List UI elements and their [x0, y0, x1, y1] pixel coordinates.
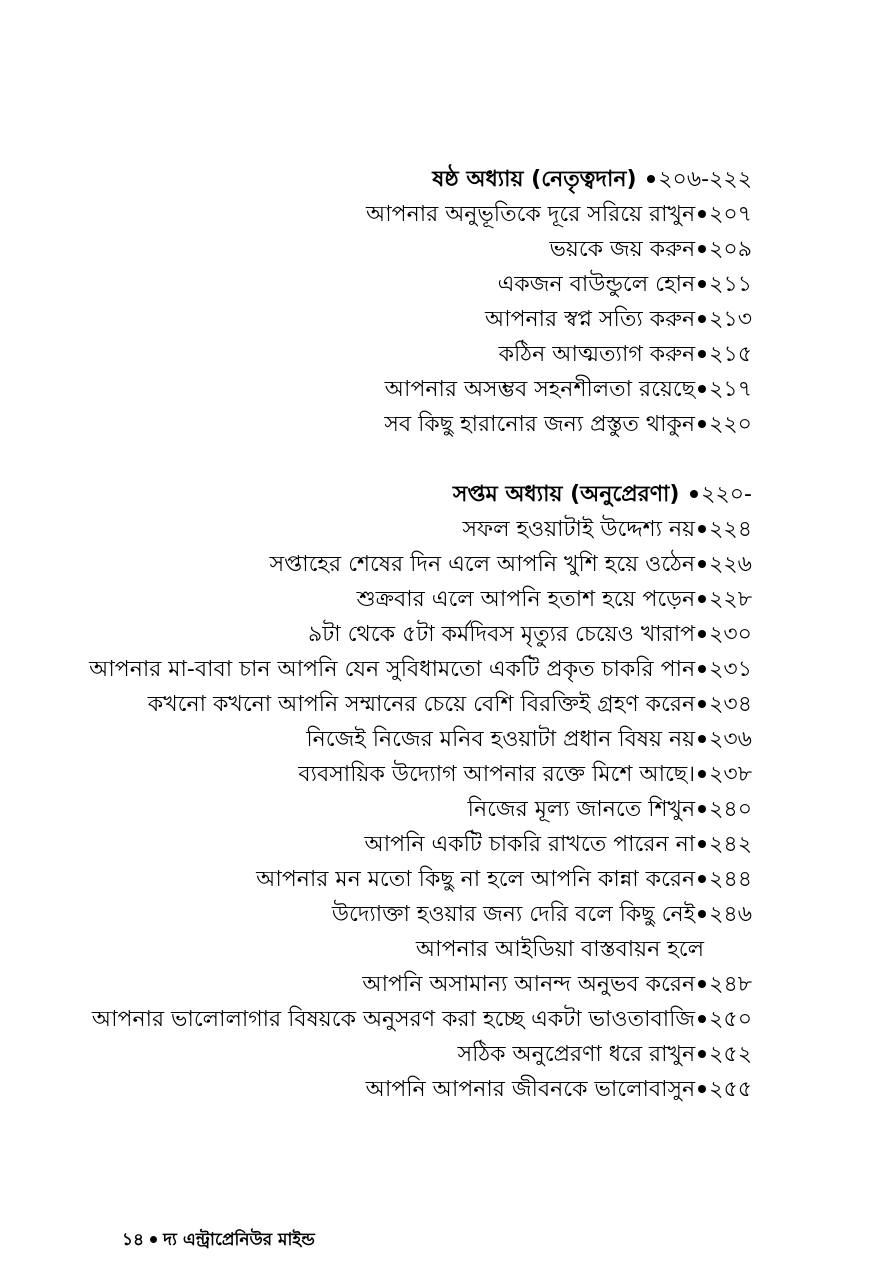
entry-page: ২২৬	[709, 552, 752, 577]
bullet-icon	[698, 1015, 706, 1023]
entry-title: আপনার আইডিয়া বাস্তবায়ন হলে	[415, 937, 704, 962]
bullet-icon	[698, 420, 706, 428]
bullet-icon	[690, 490, 698, 498]
entry-page: ২১৫	[709, 342, 752, 367]
entry-title: শুক্রবার এলে আপনি হতাশ হয়ে পড়েন	[356, 587, 696, 612]
bullet-icon	[698, 665, 706, 673]
toc-entry	[52, 512, 752, 547]
bullet-icon	[698, 315, 706, 323]
bullet-icon	[698, 350, 706, 358]
entry-page: ২৪৬	[709, 902, 752, 927]
entry-title: সঠিক অনুপ্রেরণা ধরে রাখুন	[457, 1042, 696, 1067]
entry-page: ২৩৮	[709, 762, 752, 787]
entry-title: আপনার ভালোলাগার বিষয়কে অনুসরণ করা হচ্ছে একটা ভাওতাবাজি	[91, 1007, 696, 1032]
entry-title: নিজেই নিজের মনিব হওয়াটা প্রধান বিষয় নয়	[306, 727, 696, 752]
entry-page: ২৪০	[709, 797, 752, 822]
toc-entry	[52, 862, 752, 897]
toc-entry	[52, 792, 752, 827]
bullet-icon	[698, 980, 706, 988]
footer-page-number: ১৪	[122, 1230, 145, 1250]
toc-entry	[52, 757, 752, 792]
entry-title: একজন বাউন্ডুলে হোন	[497, 272, 696, 297]
entry-title: সপ্তাহের শেষের দিন এলে আপনি খুশি হয়ে ওঠেন	[269, 552, 696, 577]
footer-book-title: দ্য এন্ট্রাপ্রেনিউর মাইন্ড	[163, 1230, 315, 1250]
entry-page: ২২৮	[709, 587, 752, 612]
chapter-heading-title: সপ্তম অধ্যায় (অনুপ্রেরণা)	[452, 482, 680, 507]
entry-page: ২২০	[709, 412, 752, 437]
bullet-icon	[698, 1085, 706, 1093]
toc-entry	[52, 827, 752, 862]
entry-title: কখনো কখনো আপনি সম্মানের চেয়ে বেশি বিরক্তিই গ্রহণ করেন	[147, 692, 696, 717]
toc-entry	[52, 652, 752, 687]
toc-entry	[52, 267, 752, 302]
entry-title: ভয়কে জয় করুন	[549, 237, 696, 262]
entry-title: আপনার অনুভূতিকে দূরে সরিয়ে রাখুন	[366, 202, 696, 227]
bullet-icon	[698, 280, 706, 288]
bullet-icon	[698, 245, 706, 253]
entry-page: ২০৭	[709, 202, 752, 227]
toc-entry	[52, 967, 752, 1002]
entry-title: উদ্যোক্তা হওয়ার জন্য দেরি বলে কিছু নেই	[331, 902, 696, 927]
entry-page: ২৫০	[709, 1007, 752, 1032]
entry-page: ২১৩	[709, 307, 752, 332]
toc-entry	[52, 197, 752, 232]
chapter-7-section	[52, 477, 752, 1107]
entry-title: কঠিন আত্মত্যাগ করুন	[498, 342, 696, 367]
entry-title: সব কিছু হারানোর জন্য প্রস্তুত থাকুন	[384, 412, 696, 437]
chapter-page-range: ২২০-	[701, 482, 752, 507]
bullet-icon	[698, 840, 706, 848]
bullet-icon	[698, 910, 706, 918]
toc-entry	[52, 337, 752, 372]
page-footer	[122, 1228, 315, 1252]
toc-entry	[52, 372, 752, 407]
entry-page: ২১৭	[709, 377, 752, 402]
entry-title: আপনি আপনার জীবনকে ভালোবাসুন	[365, 1077, 696, 1102]
chapter-7-heading	[52, 477, 752, 512]
toc-entry	[52, 1037, 752, 1072]
bullet-icon	[698, 385, 706, 393]
toc-entry	[52, 547, 752, 582]
toc-entry	[52, 687, 752, 722]
chapter-heading-title: ষষ্ঠ অধ্যায় (নেতৃত্বদান)	[432, 167, 637, 192]
toc-entry	[52, 722, 752, 757]
entry-title: আপনার অসম্ভব সহনশীলতা রয়েছে	[384, 377, 696, 402]
entry-page: ২৫২	[709, 1042, 752, 1067]
entry-title: আপনার স্বপ্ন সত্যি করুন	[484, 307, 696, 332]
entry-page: ২৩৪	[709, 692, 752, 717]
bullet-icon	[698, 875, 706, 883]
entry-title: সফল হওয়াটাই উদ্দেশ্য নয়	[462, 517, 696, 542]
toc-entry	[52, 1002, 752, 1037]
bullet-icon	[150, 1236, 157, 1243]
bullet-icon	[698, 630, 706, 638]
entry-page: ২০৯	[709, 237, 752, 262]
entry-page: ২১১	[709, 272, 752, 297]
toc-entry-continuation	[52, 932, 752, 967]
entry-page: ২৩৬	[709, 727, 752, 752]
toc-entry	[52, 232, 752, 267]
bullet-icon	[698, 1050, 706, 1058]
toc-entry	[52, 407, 752, 442]
bullet-icon	[698, 700, 706, 708]
chapter-page-range: ২০৬-২২২	[658, 167, 752, 192]
bullet-icon	[698, 770, 706, 778]
entry-title: ৯টা থেকে ৫টা কর্মদিবস মৃত্যুর চেয়েও খারাপ	[307, 622, 696, 647]
bullet-icon	[698, 595, 706, 603]
bullet-icon	[698, 560, 706, 568]
toc-entry	[52, 1072, 752, 1107]
entry-title: আপনার মা-বাবা চান আপনি যেন সুবিধামতো একটি প্রকৃত চাকরি পান	[89, 657, 696, 682]
bullet-icon	[698, 210, 706, 218]
entry-page: ২৩০	[709, 622, 752, 647]
entry-page: ২২৪	[709, 517, 752, 542]
bullet-icon	[698, 735, 706, 743]
entry-page: ২৪৮	[709, 972, 752, 997]
bullet-icon	[698, 805, 706, 813]
entry-title: আপনার মন মতো কিছু না হলে আপনি কান্না করেন	[256, 867, 696, 892]
bullet-icon	[698, 525, 706, 533]
entry-title: আপনি অসামান্য আনন্দ অনুভব করেন	[362, 972, 696, 997]
entry-title: আপনি একটি চাকরি রাখতে পারেন না	[364, 832, 696, 857]
toc-entry	[52, 582, 752, 617]
entry-page: ২৩১	[709, 657, 752, 682]
entry-page: ২৫৫	[709, 1077, 752, 1102]
chapter-6-section	[52, 162, 752, 442]
entry-page: ২৪২	[709, 832, 752, 857]
entry-title: নিজের মূল্য জানতে শিখুন	[467, 797, 696, 822]
toc-entry	[52, 302, 752, 337]
chapter-6-heading	[52, 162, 752, 197]
entry-title: ব্যবসায়িক উদ্যোগ আপনার রক্তে মিশে আছে।	[298, 762, 696, 787]
entry-page: ২৪৪	[709, 867, 752, 892]
toc-entry	[52, 617, 752, 652]
toc-entry	[52, 897, 752, 932]
bullet-icon	[647, 175, 655, 183]
